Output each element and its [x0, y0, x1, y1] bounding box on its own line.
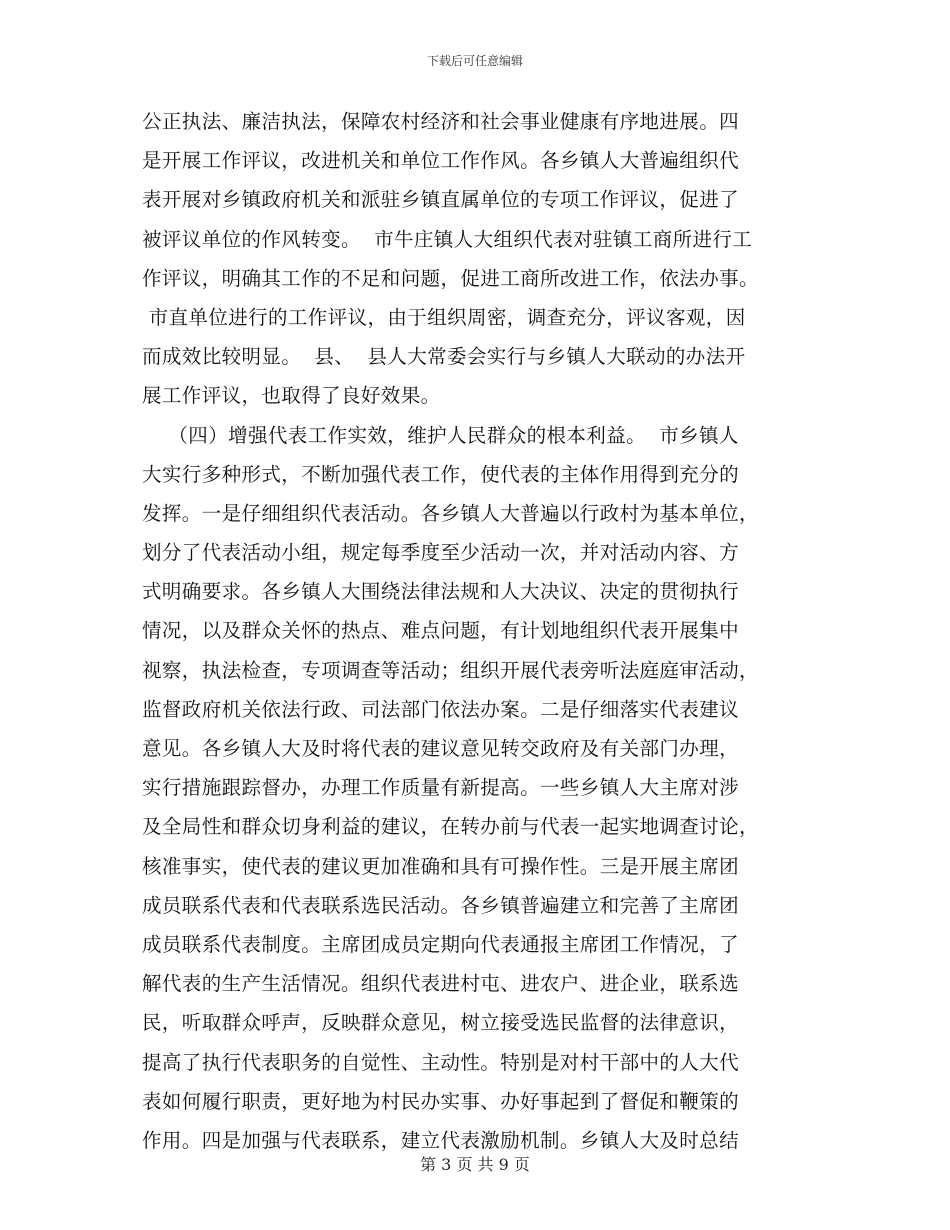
text-line: 民，听取群众呼声，反映群众意见，树立接受选民监督的法律意识， — [142, 1011, 740, 1035]
text-line: 成员联系代表制度。主席团成员定期向代表通报主席团工作情况，了 — [142, 932, 740, 956]
text-line: 监督政府机关依法行政、司法部门依法办案。二是仔细落实代表建议 — [142, 697, 740, 721]
text-line: 成员联系代表和代表联系选民活动。各乡镇普遍建立和完善了主席团 — [142, 893, 740, 917]
text-line: 核准事实，使代表的建议更加准确和具有可操作性。三是开展主席团 — [142, 854, 740, 878]
body-text — [142, 102, 810, 1160]
text-line: 提高了执行代表职务的自觉性、主动性。特别是对村干部中的人大代 — [142, 1050, 740, 1074]
text-line: 作用。四是加强与代表联系，建立代表激励机制。乡镇人大及时总结 — [142, 1128, 740, 1152]
text-line: 展工作评议，也取得了良好效果。 — [142, 384, 441, 408]
text-line: 视察，执法检查，专项调查等活动；组织开展代表旁听法庭庭审活动， — [142, 658, 759, 682]
text-line: 公正执法、廉洁执法，保障农村经济和社会事业健康有序地进展。四 — [142, 110, 740, 133]
text-line: 大实行多种形式，不断加强代表工作，使代表的主体作用得到充分的 — [142, 462, 740, 486]
text-line: 情况，以及群众关怀的热点、难点问题，有计划地组织代表开展集中 — [142, 619, 740, 643]
text-line: 是开展工作评议，改进机关和单位工作作风。各乡镇人大普遍组织代 — [142, 149, 740, 173]
page-number-footer: 第 3 页 共 9 页 — [420, 1155, 530, 1174]
page-header: 下载后可任意编辑 — [426, 54, 523, 68]
text-line: 发挥。一是仔细组织代表活动。各乡镇人大普遍以行政村为基本单位， — [142, 501, 759, 525]
text-line: 实行措施跟踪督办，办理工作质量有新提高。一些乡镇人大主席对涉 — [142, 776, 740, 800]
text-line: 解代表的生产生活情况。组织代表进村屯、进农户、进企业，联系选 — [142, 972, 740, 996]
text-line: 表如何履行职责，更好地为村民办实事、办好事起到了督促和鞭策的 — [142, 1089, 740, 1113]
text-line: 划分了代表活动小组，规定每季度至少活动一次，并对活动内容、方 — [142, 541, 740, 565]
text-line: 作评议，明确其工作的不足和问题，促进工商所改进工作，依法办事。 — [142, 266, 759, 290]
text-line: 市直单位进行的工作评议，由于组织周密，调查充分，评议客观，因 — [142, 305, 746, 329]
text-line: （四）增强代表工作实效，维护人民群众的根本利益。 市乡镇人 — [142, 423, 739, 447]
text-line: 表开展对乡镇政府机关和派驻乡镇直属单位的专项工作评议，促进了 — [142, 188, 740, 212]
text-line: 被评议单位的作风转变。 市牛庄镇人大组织代表对驻镇工商所进行工 — [142, 227, 753, 251]
text-line: 意见。各乡镇人大及时将代表的建议意见转交政府及有关部门办理， — [142, 737, 740, 760]
text-line: 及全局性和群众切身利益的建议，在转办前与代表一起实地调查讨论， — [142, 815, 759, 839]
text-line: 而成效比较明显。 县、 县人大常委会实行与乡镇人大联动的办法开 — [142, 345, 746, 369]
text-line: 式明确要求。各乡镇人大围绕法律法规和人大决议、决定的贯彻执行 — [142, 580, 740, 604]
